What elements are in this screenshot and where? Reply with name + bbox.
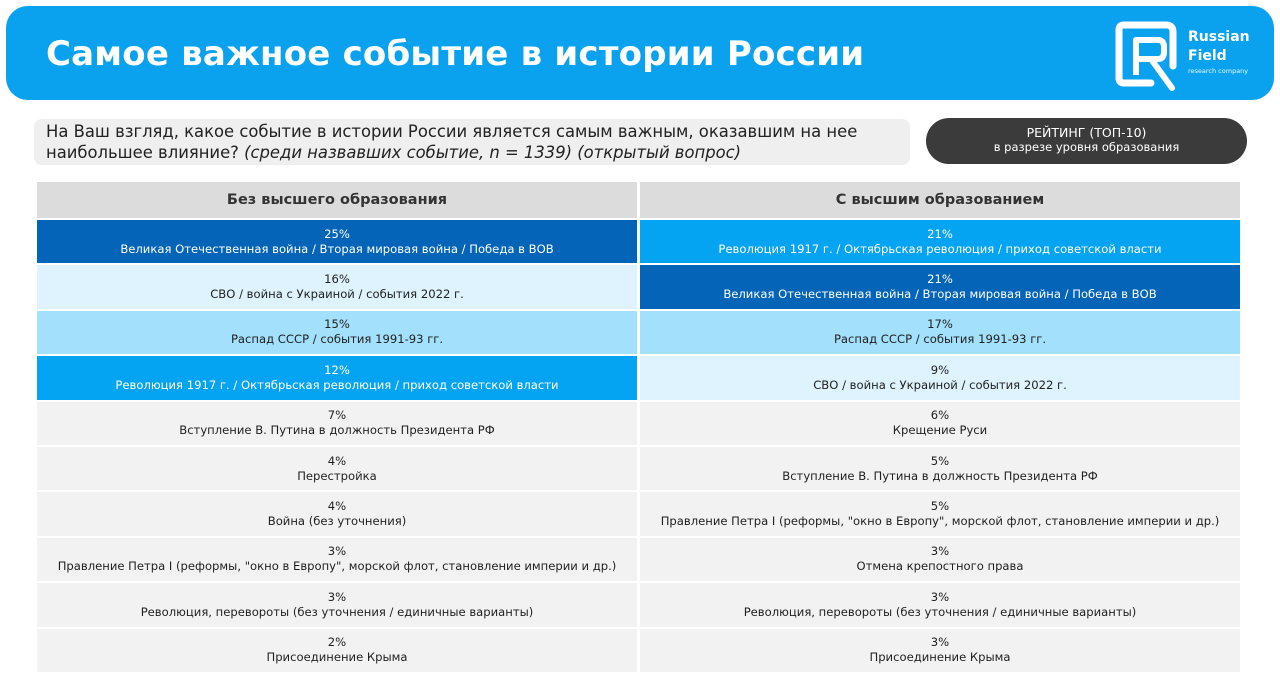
table-row bbox=[37, 402, 637, 445]
question-text-end: наибольшее влияние? bbox=[46, 143, 239, 162]
row-label: Распад СССР / события 1991-93 гг. bbox=[833, 332, 1047, 347]
row-label: Великая Отечественная война / Вторая мировая война / Победа в ВОВ bbox=[723, 287, 1157, 302]
table-row bbox=[640, 356, 1240, 399]
brand-line-2: Field bbox=[1188, 48, 1227, 64]
row-label: Правление Петра I (реформы, "окно в Европу", морской флот, становление империи и др.) bbox=[57, 559, 617, 574]
table-row bbox=[37, 311, 637, 354]
row-percent: 3% bbox=[327, 589, 347, 604]
row-label: Присоединение Крыма bbox=[266, 650, 408, 665]
rating-subtitle: в разрезе уровня образования bbox=[993, 140, 1180, 154]
row-label: Великая Отечественная война / Вторая мировая война / Победа в ВОВ bbox=[120, 241, 554, 256]
row-percent: 21% bbox=[927, 272, 953, 287]
row-label: Революция, перевороты (без уточнения / единичные варианты) bbox=[140, 604, 534, 619]
table-row bbox=[37, 492, 637, 535]
question-line-2 bbox=[46, 142, 910, 163]
table-row bbox=[640, 583, 1240, 626]
row-percent: 21% bbox=[927, 226, 953, 241]
row-percent: 15% bbox=[324, 317, 350, 332]
row-label: Вступление В. Путина в должность Президента РФ bbox=[782, 468, 1098, 483]
question-box bbox=[34, 119, 910, 165]
row-label: Присоединение Крыма bbox=[869, 650, 1011, 665]
table-row bbox=[640, 447, 1240, 490]
row-label: Революция 1917 г. / Октябрьская революция / приход советской власти bbox=[115, 377, 559, 392]
question-note: (среди назвавших событие, n = 1339) (открытый вопрос) bbox=[244, 143, 742, 162]
brand-line-1: Russian bbox=[1188, 29, 1250, 45]
table-row bbox=[37, 583, 637, 626]
row-label: СВО / война с Украиной / события 2022 г. bbox=[813, 377, 1067, 392]
row-percent: 9% bbox=[930, 362, 950, 377]
table-row bbox=[37, 538, 637, 581]
table-row bbox=[640, 492, 1240, 535]
row-percent: 6% bbox=[930, 408, 950, 423]
row-percent: 3% bbox=[327, 544, 347, 559]
row-label: СВО / война с Украиной / события 2022 г. bbox=[210, 287, 464, 302]
row-percent: 25% bbox=[324, 226, 350, 241]
table-row bbox=[37, 447, 637, 490]
rating-badge bbox=[926, 118, 1247, 164]
table-row bbox=[640, 402, 1240, 445]
column-header: Без высшего образования bbox=[37, 182, 637, 218]
row-percent: 17% bbox=[927, 317, 953, 332]
row-percent: 4% bbox=[327, 499, 347, 514]
table-row bbox=[37, 265, 637, 308]
row-label: Распад СССР / события 1991-93 гг. bbox=[230, 332, 444, 347]
row-label: Крещение Руси bbox=[892, 423, 988, 438]
row-label: Вступление В. Путина в должность Президента РФ bbox=[179, 423, 495, 438]
row-label: Перестройка bbox=[297, 468, 377, 483]
question-line-1: На Ваш взгляд, какое событие в истории России является самым важным, оказавшим на нее bbox=[46, 122, 858, 141]
table-row bbox=[640, 538, 1240, 581]
table-row bbox=[37, 220, 637, 263]
row-percent: 3% bbox=[930, 589, 950, 604]
row-label: Революция, перевороты (без уточнения / единичные варианты) bbox=[743, 604, 1137, 619]
table-row bbox=[640, 311, 1240, 354]
row-percent: 5% bbox=[930, 453, 950, 468]
brand-name bbox=[1188, 28, 1250, 76]
table-row bbox=[640, 220, 1240, 263]
row-label: Война (без уточнения) bbox=[267, 514, 407, 529]
column-no-higher-education bbox=[37, 182, 637, 672]
table-row bbox=[37, 356, 637, 399]
ranking-table bbox=[37, 182, 1240, 672]
row-label: Правление Петра I (реформы, "окно в Европу", морской флот, становление империи и др.) bbox=[660, 514, 1220, 529]
column-higher-education bbox=[640, 182, 1240, 672]
row-label: Революция 1917 г. / Октябрьская революция / приход советской власти bbox=[718, 241, 1162, 256]
row-percent: 3% bbox=[930, 635, 950, 650]
table-row bbox=[640, 629, 1240, 672]
table-row bbox=[37, 629, 637, 672]
row-percent: 2% bbox=[327, 635, 347, 650]
row-label: Отмена крепостного права bbox=[856, 559, 1024, 574]
row-percent: 16% bbox=[324, 272, 350, 287]
row-percent: 5% bbox=[930, 499, 950, 514]
row-percent: 7% bbox=[327, 408, 347, 423]
row-percent: 3% bbox=[930, 544, 950, 559]
row-percent: 12% bbox=[324, 362, 350, 377]
page-title: Самое важное событие в истории России bbox=[46, 34, 865, 74]
header-banner bbox=[6, 6, 1274, 100]
row-percent: 4% bbox=[327, 453, 347, 468]
column-header: С высшим образованием bbox=[640, 182, 1240, 218]
russian-field-logo-icon bbox=[1114, 20, 1178, 92]
rating-title: РЕЙТИНГ (ТОП-10) bbox=[1026, 125, 1147, 140]
table-row bbox=[640, 265, 1240, 308]
brand-tagline: research company bbox=[1188, 67, 1249, 75]
